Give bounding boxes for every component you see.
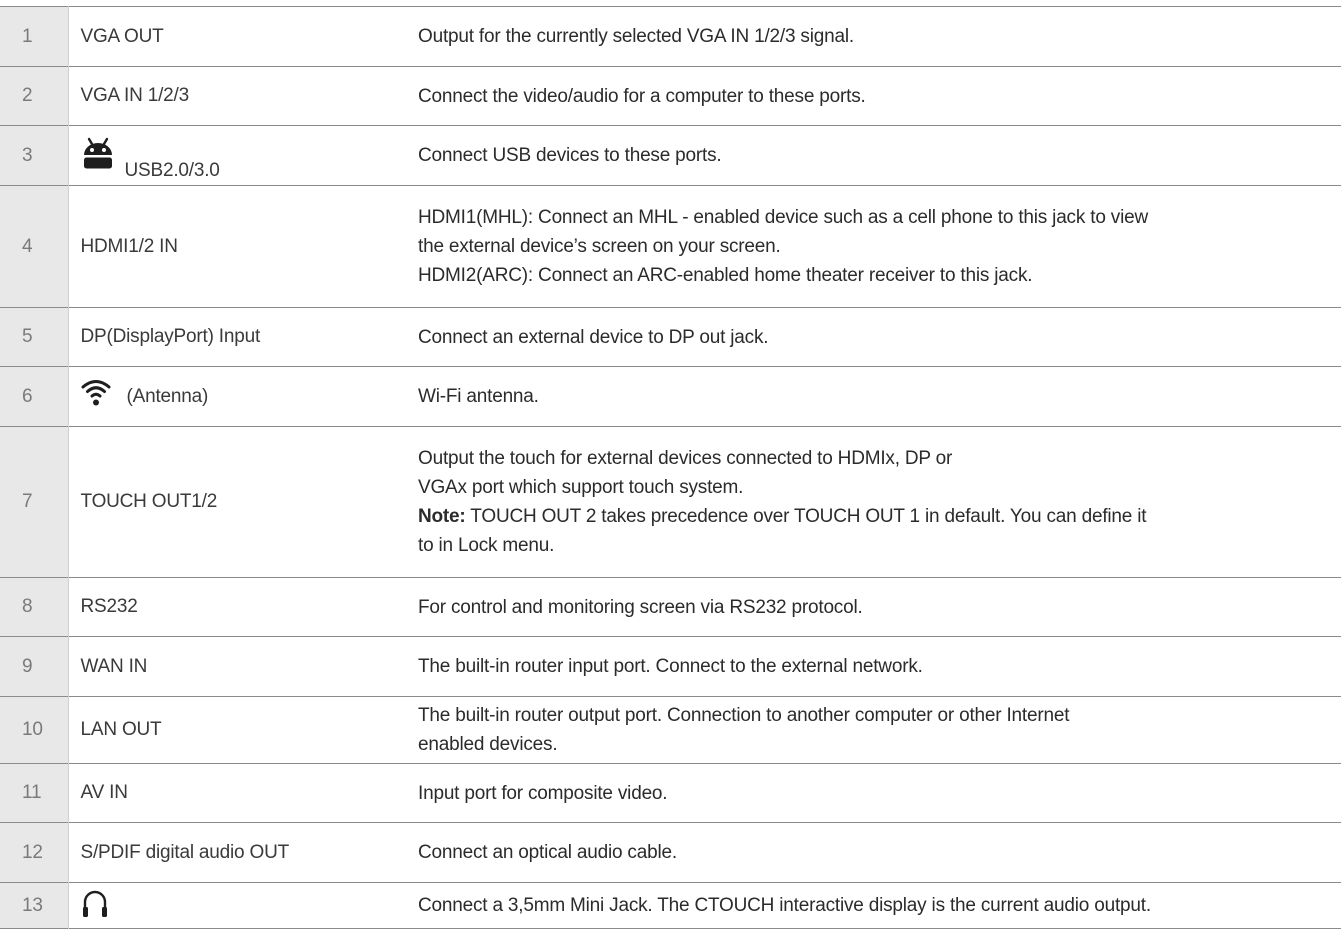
port-name: S/PDIF digital audio OUT (80, 841, 290, 863)
table-row (0, 427, 1341, 578)
row-number: 7 (0, 427, 68, 578)
table-row (0, 637, 1341, 697)
description-line: For control and monitoring screen via RS232 protocol. (418, 596, 863, 618)
port-name-label: (Antenna) (126, 385, 209, 407)
row-number: 8 (0, 578, 68, 637)
headphones-icon (81, 888, 109, 924)
row-number: 1 (0, 7, 68, 67)
description-line: VGAx port which support touch system. (418, 477, 744, 498)
description-line: Output the touch for external devices connected to HDMIx, DP or (418, 448, 953, 469)
row-number: 9 (0, 637, 68, 697)
table-row (0, 823, 1341, 883)
description-line: the external device’s screen on your screen. (418, 236, 781, 257)
note-line: to in Lock menu. (418, 535, 555, 556)
row-number: 12 (0, 823, 68, 883)
description-line: enabled devices. (418, 734, 558, 755)
table-row (0, 883, 1341, 929)
port-description (406, 764, 1341, 823)
description-line: Input port for composite video. (418, 782, 668, 804)
port-name: TOUCH OUT1/2 (80, 491, 218, 512)
description-line: Connect the video/audio for a computer to these ports. (418, 85, 866, 107)
port-description (406, 578, 1341, 637)
port-name (68, 367, 406, 427)
description-line: Output for the currently selected VGA IN 1/2/3 signal. (418, 26, 854, 47)
table-row (0, 126, 1341, 186)
port-name: VGA OUT (80, 25, 164, 47)
port-description (406, 67, 1341, 126)
port-description (406, 427, 1341, 578)
description-line: The built-in router output port. Connection to another computer or other Internet (418, 705, 1070, 726)
wifi-icon (81, 377, 111, 413)
description-line: Connect an optical audio cable. (418, 842, 677, 863)
table-row (0, 764, 1341, 823)
port-name (68, 883, 406, 929)
port-description (406, 7, 1341, 67)
port-name: LAN OUT (80, 719, 162, 740)
table-row (0, 578, 1341, 637)
description-line: HDMI1(MHL): Connect an MHL - enabled device such as a cell phone to this jack to view (418, 207, 1148, 228)
row-number: 11 (0, 764, 68, 823)
row-number: 3 (0, 126, 68, 186)
port-description (406, 186, 1341, 308)
table-row (0, 697, 1341, 764)
table-row (0, 7, 1341, 67)
port-name: VGA IN 1/2/3 (80, 85, 189, 106)
port-description (406, 308, 1341, 367)
port-name: DP(DisplayPort) Input (80, 326, 261, 347)
port-description (406, 367, 1341, 427)
note-line (418, 502, 1341, 531)
table-row (0, 367, 1341, 427)
description-line: Connect an external device to DP out jack. (418, 326, 769, 348)
description-line: Connect a 3,5mm Mini Jack. The CTOUCH interactive display is the current audio output. (418, 895, 1151, 916)
table-row (0, 186, 1341, 308)
note-label: Note: (418, 506, 466, 527)
port-name: RS232 (80, 596, 138, 617)
port-description (406, 823, 1341, 883)
port-name-label: USB2.0/3.0 (124, 159, 220, 181)
android-icon (81, 136, 115, 176)
row-number: 5 (0, 308, 68, 367)
description-line: Wi-Fi antenna. (418, 386, 539, 407)
port-description (406, 126, 1341, 186)
row-number: 10 (0, 697, 68, 764)
description-line: HDMI2(ARC): Connect an ARC-enabled home theater receiver to this jack. (418, 265, 1033, 286)
table-row (0, 67, 1341, 126)
row-number: 6 (0, 367, 68, 427)
table-row (0, 308, 1341, 367)
port-name: WAN IN (80, 655, 148, 677)
port-description (406, 637, 1341, 697)
note-text: TOUCH OUT 2 takes precedence over TOUCH OUT 1 in default. You can define it (465, 506, 1147, 527)
port-name: HDMI1/2 IN (80, 235, 178, 257)
port-description (406, 697, 1341, 764)
ports-table (0, 6, 1341, 929)
port-name: AV IN (80, 782, 128, 803)
port-name (68, 126, 406, 186)
row-number: 2 (0, 67, 68, 126)
row-number: 13 (0, 883, 68, 929)
port-description (406, 883, 1341, 929)
description-line: The built-in router input port. Connect to the external network. (418, 656, 923, 677)
row-number: 4 (0, 186, 68, 308)
description-line: Connect USB devices to these ports. (418, 145, 722, 166)
